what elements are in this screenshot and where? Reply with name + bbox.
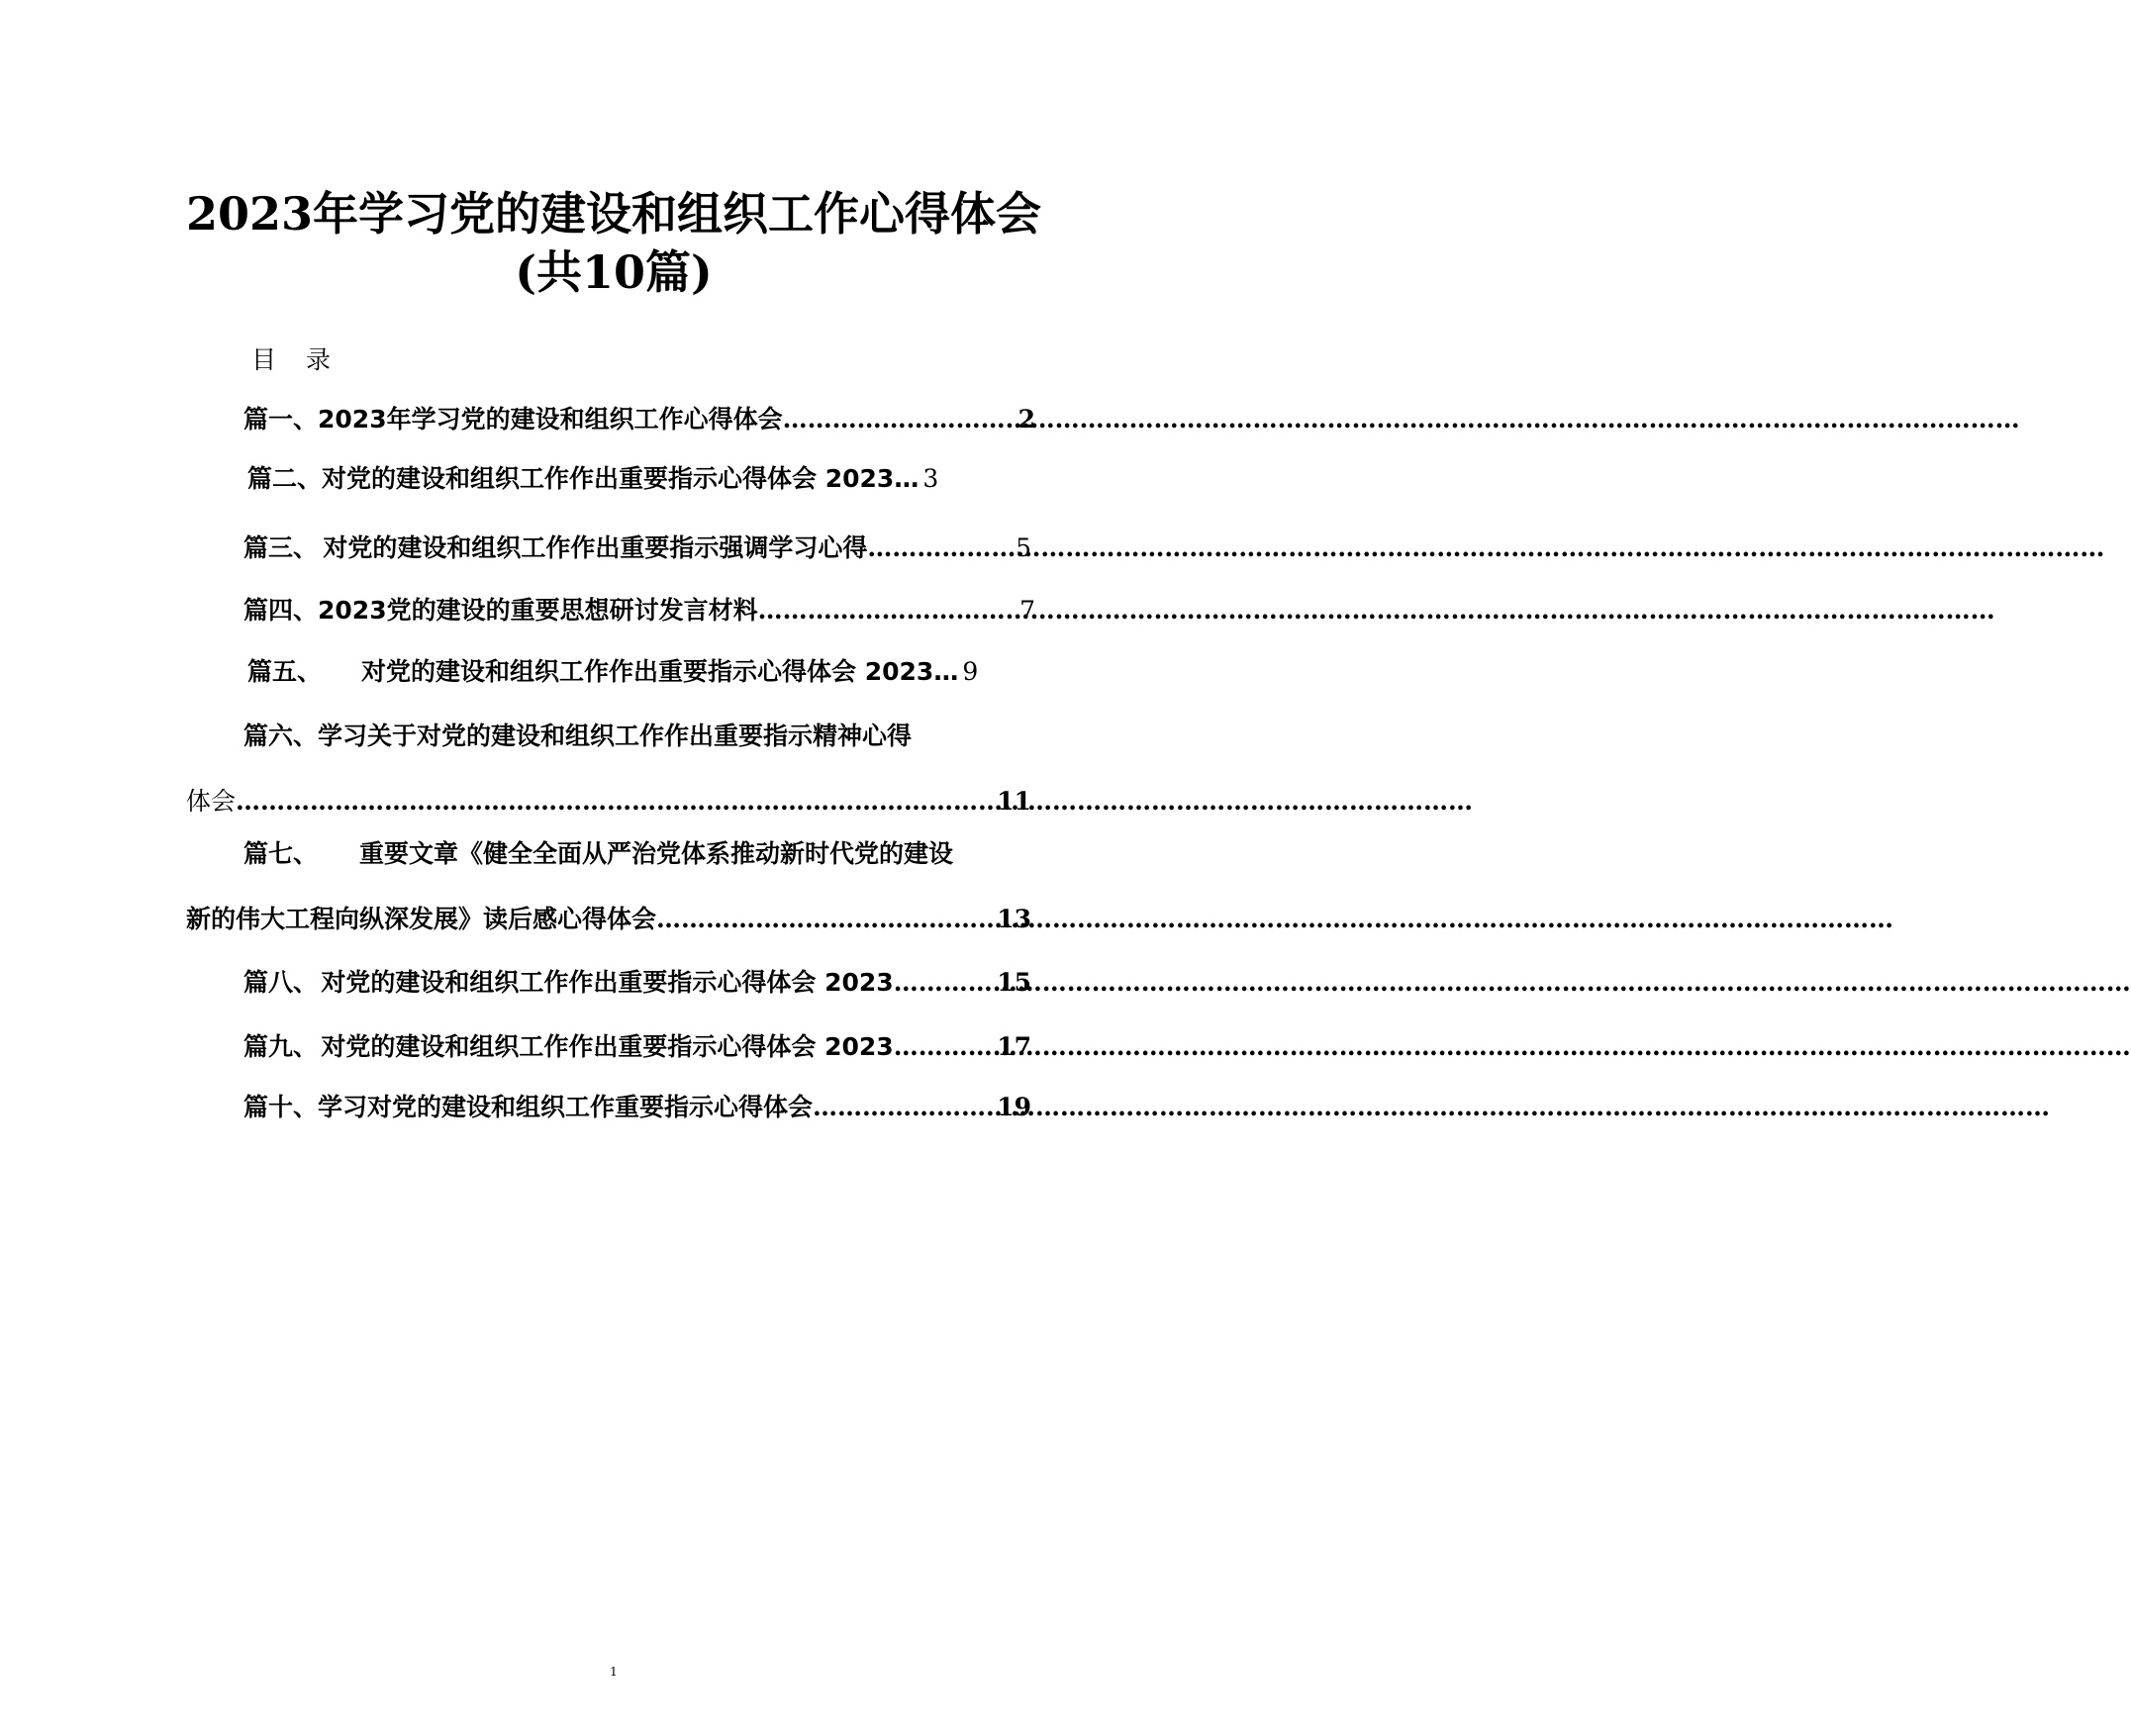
toc-entry-8[interactable] <box>243 965 1031 1001</box>
toc-entry-label: 篇八、 <box>243 968 319 997</box>
toc-entry-title: 对党的建设和组织工作作出重要指示心得体会 2023 <box>321 1032 894 1061</box>
toc-entry-label: 篇五、 <box>247 657 323 686</box>
toc-entry-label: 篇四、 <box>243 596 319 625</box>
toc-heading: 目录 <box>251 345 361 374</box>
toc-entry-title: 对党的建设和组织工作作出重要指示强调学习心得 <box>323 533 868 562</box>
toc-leader-dots <box>894 1029 994 1065</box>
toc-leader-dots <box>894 965 994 1001</box>
toc-entry-5[interactable] <box>247 654 1039 690</box>
toc-entry-title: 对党的建设和组织工作作出重要指示心得体会 2023 <box>322 464 895 493</box>
toc-entry-page: 2 <box>1017 405 1035 434</box>
toc-entry-title: 学习对党的建设和组织工作重要指示心得体会 <box>318 1093 814 1121</box>
toc-entry-label: 篇三、 <box>243 533 319 562</box>
toc-entry-label: 篇十、 <box>243 1093 319 1121</box>
document-subtitle: (共10篇) <box>515 245 713 299</box>
toc-leader-dots <box>783 402 1015 437</box>
toc-entry-page: 5 <box>1016 533 1031 562</box>
toc-entry-label: 篇七、 <box>243 839 319 868</box>
toc-ellipsis: … <box>894 464 920 493</box>
toc-ellipsis: … <box>933 657 959 686</box>
toc-entry-label: 篇九、 <box>243 1032 319 1061</box>
document-title: 2023年学习党的建设和组织工作心得体会 <box>185 187 1042 241</box>
toc-entry-page: 3 <box>922 464 939 493</box>
toc-entry-3[interactable] <box>243 530 1031 566</box>
toc-entry-1[interactable] <box>243 402 1035 437</box>
toc-entry-page: 7 <box>1019 596 1035 625</box>
toc-entry-7-continuation[interactable] <box>186 902 1031 937</box>
toc-entry-2[interactable] <box>247 461 1035 497</box>
toc-leader-dots <box>758 593 1016 628</box>
toc-entry-7[interactable] <box>243 836 1035 872</box>
toc-entry-title: 学习关于对党的建设和组织工作作出重要指示精神心得 <box>318 722 913 750</box>
toc-leader-dots <box>656 902 993 937</box>
toc-entry-page: 19 <box>997 1093 1031 1121</box>
toc-entry-title: 2023年学习党的建设和组织工作心得体会 <box>318 405 783 434</box>
toc-entry-page: 17 <box>997 1032 1031 1061</box>
toc-entry-label: 篇一、 <box>243 405 319 434</box>
toc-entry-label: 篇二、 <box>247 464 323 493</box>
toc-entry-6[interactable] <box>243 719 1035 754</box>
toc-entry-title-continued: 体会 <box>186 787 237 816</box>
toc-entry-10[interactable] <box>243 1090 1031 1125</box>
toc-entry-9[interactable] <box>243 1029 1031 1065</box>
toc-entry-4[interactable] <box>243 593 1035 628</box>
toc-entry-page: 13 <box>997 905 1031 933</box>
toc-entry-page: 11 <box>997 787 1031 816</box>
toc-entry-title: 对党的建设和组织工作作出重要指示心得体会 2023 <box>321 968 894 997</box>
toc-entry-title: 重要文章《健全全面从严治党体系推动新时代党的建设 <box>359 839 954 868</box>
toc-leader-dots <box>813 1090 993 1125</box>
toc-entry-title-continued: 新的伟大工程向纵深发展》读后感心得体会 <box>186 905 657 933</box>
toc-entry-title: 对党的建设和组织工作作出重要指示心得体会 2023 <box>361 657 934 686</box>
toc-entry-page: 9 <box>962 657 979 686</box>
page-number: 1 <box>610 1665 618 1679</box>
toc-leader-dots <box>867 530 1012 566</box>
toc-entry-page: 15 <box>997 968 1031 997</box>
toc-entry-6-continuation[interactable] <box>186 784 1031 820</box>
toc-entry-title: 2023党的建设的重要思想研讨发言材料 <box>318 596 758 625</box>
toc-leader-dots <box>236 784 993 820</box>
toc-entry-label: 篇六、 <box>243 722 319 750</box>
